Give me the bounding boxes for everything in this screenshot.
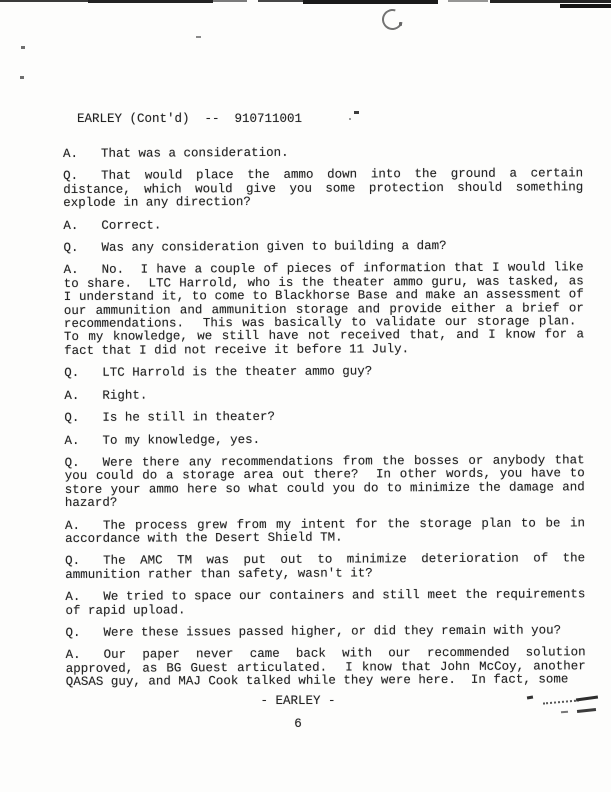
scan-speck — [20, 76, 24, 79]
transcript-paragraph — [66, 647, 586, 690]
speaker-label: Q. — [65, 554, 81, 569]
speaker-label: Q. — [63, 240, 79, 256]
transcript-paragraph — [64, 409, 584, 425]
transcript-paragraph — [65, 454, 585, 510]
speaker-label: A. — [62, 146, 79, 161]
transcript-paragraph — [65, 553, 585, 583]
speaker-label: A. — [64, 518, 81, 533]
page-number: 6 — [294, 717, 302, 731]
speaker-label: Q. — [65, 625, 81, 640]
paragraph-text: To my knowledge, yes. — [102, 432, 261, 448]
scan-speck — [196, 36, 201, 38]
transcript-paragraph — [64, 262, 584, 359]
transcript-paragraph — [65, 432, 585, 448]
paragraph-text: Our paper never came back with our recommended solution approved, as BG Guest articulated. I know that John McCoy, another QASAS guy, and MAJ Cook talked while they were here. In fact, some — [65, 645, 586, 690]
scan-speck — [21, 46, 25, 49]
paragraph-text: That was a consideration. — [100, 145, 289, 161]
scan-edge-mark — [213, 0, 247, 2]
transcript — [63, 145, 586, 698]
scribble-mark — [577, 708, 596, 713]
speaker-label: Q. — [64, 366, 80, 381]
paragraph-text: Right. — [102, 388, 148, 403]
speaker-label: Q. — [64, 411, 80, 426]
speaker-label: Q. — [63, 169, 79, 184]
speaker-label: A. — [65, 648, 81, 663]
stamp-circle-mark — [378, 5, 406, 33]
scan-speck — [349, 118, 351, 120]
speaker-label: A. — [64, 433, 80, 448]
paragraph-text: The AMC TM was put out to minimize deterioration of the ammunition rather than safety, wasn't it? — [65, 551, 586, 582]
transcript-paragraph — [63, 168, 583, 211]
scribble-mark — [561, 711, 568, 714]
paragraph-text: Was any consideration given to building a dam? — [101, 239, 447, 255]
scribble-mark — [576, 695, 598, 701]
speaker-label: A. — [63, 218, 79, 233]
footer-witness-name: - EARLEY - — [260, 694, 336, 708]
speaker-label: A. — [63, 263, 79, 278]
paragraph-text: Were there any recommendations from the bosses or anybody that you could do a storage area out there? In other words, you have to store your ammo here so what could you do to minimize the damage and hazard? — [64, 453, 585, 511]
stamp-circle-mark — [399, 22, 402, 26]
scan-speck — [354, 111, 359, 114]
paragraph-text: Correct. — [101, 218, 162, 233]
speaker-label: A. — [64, 388, 80, 403]
transcript-paragraph — [63, 217, 583, 233]
paragraph-text: Is he still in theater? — [102, 409, 275, 425]
scan-edge-mark — [303, 0, 438, 4]
transcript-paragraph — [63, 145, 583, 161]
scan-edge-mark — [88, 0, 213, 3]
scan-edge-mark — [0, 0, 88, 2]
paragraph-text: That would place the ammo down into the ground a certain distance, which would give you some protection should something explode in any direction? — [63, 166, 584, 211]
paragraph-text: LTC Harrold is the theater ammo guy? — [102, 364, 373, 381]
transcript-paragraph — [64, 365, 584, 381]
scan-edge-mark — [560, 4, 611, 8]
speaker-label: Q. — [64, 455, 80, 470]
speaker-label: A. — [65, 590, 81, 605]
paragraph-text: We tried to space our containers and still meet the requirements of rapid upload. — [65, 587, 586, 618]
scan-edge-mark — [490, 0, 611, 3]
paragraph-text: Were these issues passed higher, or did they remain with you? — [103, 623, 562, 640]
transcript-paragraph — [64, 387, 584, 403]
transcript-paragraph — [63, 239, 583, 255]
transcript-paragraph — [65, 517, 585, 547]
transcript-paragraph — [65, 588, 585, 618]
transcript-paragraph — [66, 624, 586, 640]
scan-edge-mark — [448, 0, 488, 2]
scan-edge-mark — [258, 0, 303, 2]
document-header: EARLEY (Cont'd) -- 910711001 — [77, 112, 303, 126]
paragraph-text: The process grew from my intent for the storage plan to be in accordance with the Desert Shield TM. — [65, 515, 586, 546]
paragraph-text: No. I have a couple of pieces of information that I would like to share. LTC Harrold, who is the theater ammo guru, was tasked, as I understand it, to come to Blackhorse Base and make an assessment of our ammunition and ammunition storage and provide either a brief or recommendations. This was basically to validate our storage plan. To my knowledge, we still have not received that, and I know for a fact that I did not receive it before 11 July. — [63, 260, 585, 358]
